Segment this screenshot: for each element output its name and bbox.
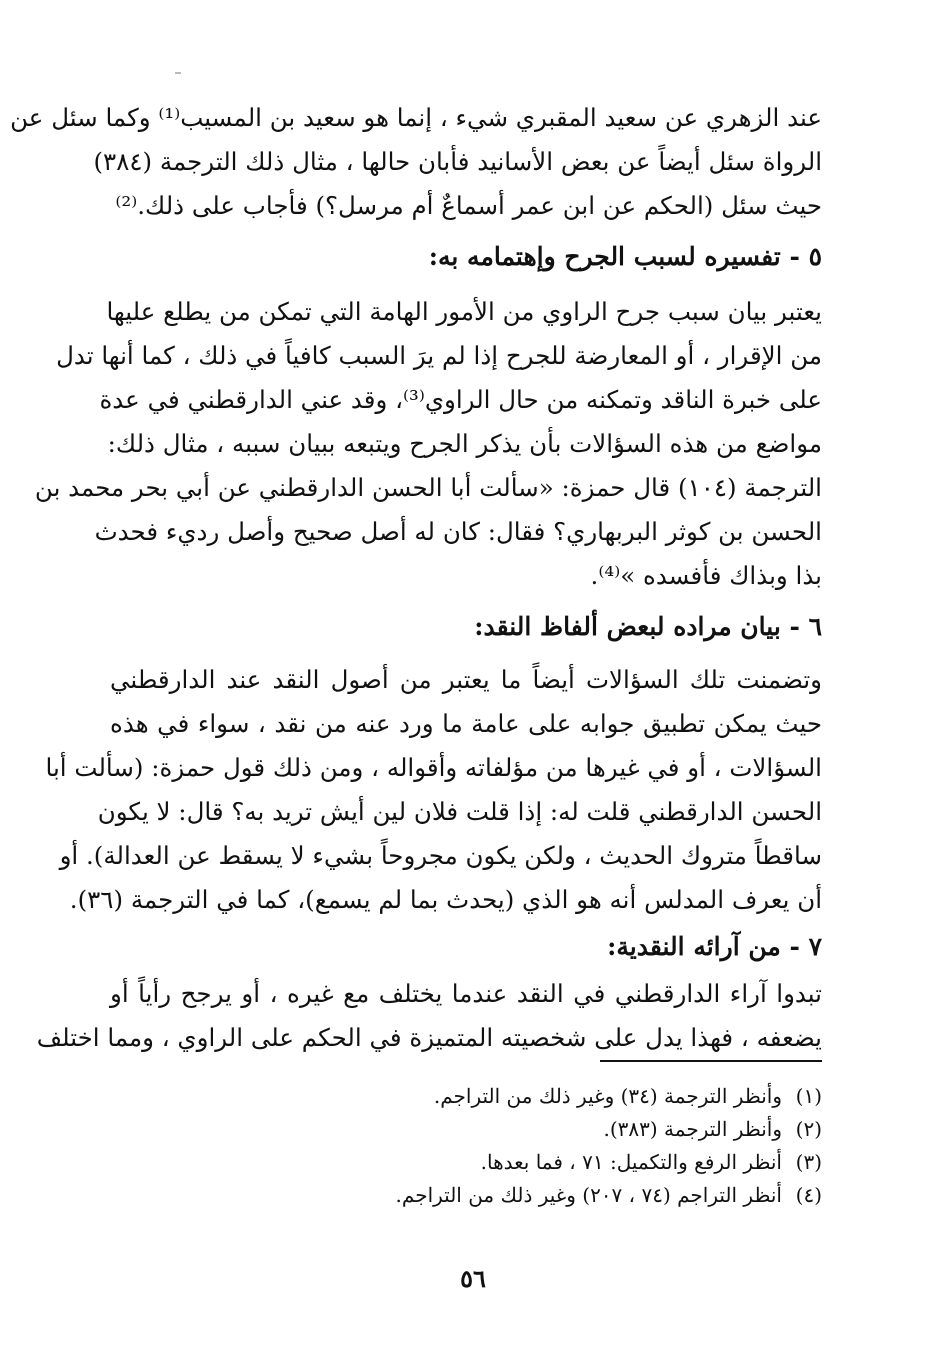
footnote-item <box>300 1179 822 1212</box>
footnote-number: (٣) <box>795 1150 822 1174</box>
text-line: الترجمة (١٠٤) قال حمزة: «سألت أبا الحسن الدارقطني عن أبي بحر محمد بن <box>34 473 822 502</box>
footnote-item <box>300 1113 822 1146</box>
footnote-text: أنظر الرفع والتكميل: ٧١ ، فما بعدها. <box>480 1150 782 1174</box>
text-line: على خبرة الناقد وتمكنه من حال الراوي⁽³⁾، وقد عني الدارقطني في عدة <box>99 385 822 414</box>
footnote-text: وأنظر الترجمة (٣٤) وغير ذلك من التراجم. <box>433 1084 782 1108</box>
text-line: الحسن بن كوثر البربهاري؟ فقال: كان له أصل صحيح وأصل رديء فحدث <box>94 517 822 546</box>
text-line: وتضمنت تلك السؤالات أيضاً ما يعتبر من أصول النقد عند الدارقطني <box>110 665 822 694</box>
section-heading-5 <box>110 234 822 280</box>
footnote-number: (٢) <box>795 1117 822 1141</box>
footnote-text: وأنظر الترجمة (٣٨٣). <box>603 1117 782 1141</box>
text-line: من الإقرار ، أو المعارضة للجرح إذا لم يرَ السبب كافياً في ذلك ، كما أنها تدل <box>56 341 822 370</box>
heading-text: ٦ - بيان مراده لبعض ألفاظ النقد: <box>474 612 822 641</box>
text-line: عند الزهري عن سعيد المقبري شيء ، إنما هو سعيد بن المسيب⁽¹⁾ وكما سئل عن <box>10 103 822 132</box>
section-heading-6 <box>110 604 822 650</box>
paragraph-1 <box>10 96 822 228</box>
text-line: حيث يمكن تطبيق جوابه على عامة ما ورد عنه من نقد ، سواء في هذه <box>110 709 822 738</box>
footnotes <box>300 1080 822 1212</box>
footnote-divider <box>600 1060 822 1062</box>
footnote-text: أنظر التراجم (٧٤ ، ٢٠٧) وغير ذلك من التراجم. <box>395 1183 782 1207</box>
text-line: يعتبر بيان سبب جرح الراوي من الأمور الهامة التي تمكن من يطلع عليها <box>106 297 822 326</box>
footnote-number: (٤) <box>795 1183 822 1207</box>
paragraph-4 <box>36 972 822 1060</box>
text-line: أن يعرف المدلس أنه هو الذي (يحدث بما لم يسمع)، كما في الترجمة (٣٦). <box>69 885 822 914</box>
text-line: بذا وبذاك فأفسده »⁽⁴⁾. <box>590 561 822 590</box>
footnote-number: (١) <box>795 1084 822 1108</box>
text-line: يضعفه ، فهذا يدل على شخصيته المتميزة في الحكم على الراوي ، ومما اختلف <box>36 1023 822 1052</box>
text-line: تبدوا آراء الدارقطني في النقد عندما يختلف مع غيره ، أو يرجح رأياً أو <box>110 979 822 1008</box>
page-number: ٥٦ <box>460 1264 486 1293</box>
heading-text: ٥ - تفسيره لسبب الجرح وإهتمامه به: <box>428 242 822 271</box>
footnote-item <box>300 1146 822 1179</box>
text-line: الرواة سئل أيضاً عن بعض الأسانيد فأبان حالها ، مثال ذلك الترجمة (٣٨٤) <box>93 147 822 176</box>
text-line: السؤالات ، أو في غيرها من مؤلفاته وأقواله ، ومن ذلك قول حمزة: (سألت أبا <box>45 753 822 782</box>
paragraph-3 <box>45 658 822 922</box>
text-line: حيث سئل (الحكم عن ابن عمر أسماعٌ أم مرسل؟) فأجاب على ذلك.⁽²⁾ <box>115 191 822 220</box>
text-line: مواضع من هذه السؤالات بأن يذكر الجرح ويتبعه ببيان سببه ، مثال ذلك: <box>107 429 822 458</box>
text-line: الحسن الدارقطني قلت له: إذا قلت فلان لين أيش تريد به؟ قال: لا يكون <box>97 797 822 826</box>
section-heading-7 <box>110 924 822 970</box>
text-line: ساقطاً متروك الحديث ، ولكن يكون مجروحاً بشيء لا يسقط عن العدالة). أو <box>59 841 822 870</box>
paragraph-2 <box>34 290 822 598</box>
heading-text: ٧ - من آرائه النقدية: <box>607 932 822 961</box>
footnote-item <box>300 1080 822 1113</box>
scan-speck <box>175 72 181 74</box>
